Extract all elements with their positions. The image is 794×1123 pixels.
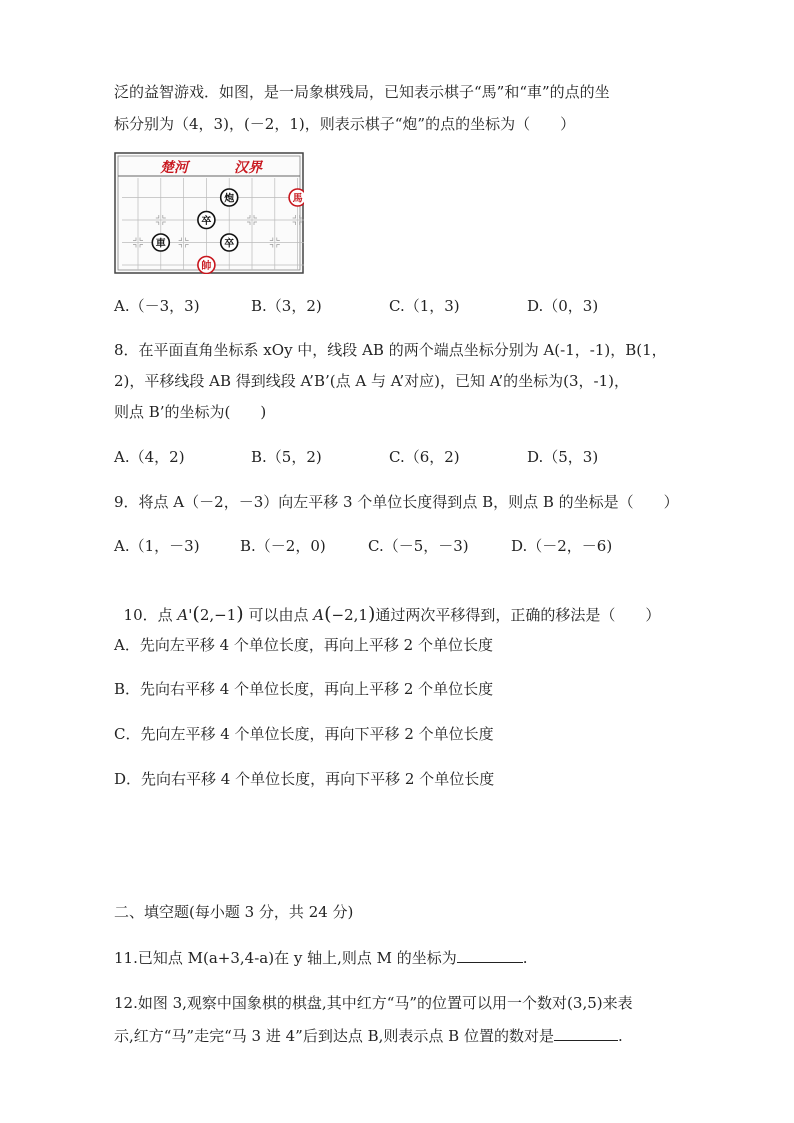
piece-label: 炮 xyxy=(224,193,235,205)
banner-right: 汉界 xyxy=(234,160,262,176)
q12-stem: 示,红方“马”走完“马 3 进 4”后到达点 B,则表示点 B 位置的数对是 xyxy=(114,1027,554,1045)
q10-prefix: 10．点 xyxy=(123,606,173,624)
piece-label: 卒 xyxy=(224,238,235,250)
q8-option-d[interactable]: D.（5，3) xyxy=(527,448,599,466)
q8-option-a[interactable]: A.（4，2) xyxy=(114,448,185,466)
q10-point2: A(−2,1) xyxy=(313,603,376,625)
q7-option-a[interactable]: A.（－3，3) xyxy=(114,297,200,315)
q7-text-line2: 标分别为（4，3)，(－2，1)，则表示棋子“炮”的点的坐标为（ ） xyxy=(114,115,576,133)
q10-point1-name: A' xyxy=(177,606,193,624)
q7-option-b[interactable]: B.（3，2) xyxy=(251,297,322,315)
q7-text-line1: 泛的益智游戏．如图，是一局象棋残局，已知表示棋子“馬”和“車”的点的坐 xyxy=(114,83,610,101)
banner-left: 楚河 xyxy=(160,160,188,176)
chess-piece xyxy=(289,189,304,206)
q12-text-line2 xyxy=(114,1026,623,1046)
chess-piece xyxy=(221,189,238,206)
piece-label: 帥 xyxy=(201,261,212,272)
q10-point1: A'(2,−1) xyxy=(177,603,244,625)
q10-point2-coords: −2,1 xyxy=(331,606,368,624)
q9-text: 9．将点 A（－2，－3）向左平移 3 个单位长度得到点 B，则点 B 的坐标是（ ） xyxy=(114,493,679,511)
q10-point2-name: A xyxy=(313,606,325,624)
q12-text-line1: 12.如图 3,观察中国象棋的棋盘,其中红方“马”的位置可以用一个数对(3,5)来表 xyxy=(114,994,633,1012)
q9-option-d[interactable]: D.（－2，－6) xyxy=(511,537,613,555)
chess-piece xyxy=(198,212,215,229)
xiangqi-board xyxy=(114,152,304,274)
q10-option-a[interactable]: A．先向左平移 4 个单位长度，再向上平移 2 个单位长度 xyxy=(114,636,493,654)
q8-option-b[interactable]: B.（5，2) xyxy=(251,448,322,466)
chess-piece xyxy=(221,234,238,251)
q7-option-d[interactable]: D.（0，3) xyxy=(527,297,599,315)
q11-text xyxy=(114,948,528,968)
q10-text xyxy=(114,584,660,625)
q12-answer-blank[interactable] xyxy=(554,1026,618,1041)
q10-option-d[interactable]: D．先向右平移 4 个单位长度，再向下平移 2 个单位长度 xyxy=(114,770,495,788)
piece-label: 卒 xyxy=(201,216,212,227)
q9-option-c[interactable]: C.（－5，－3) xyxy=(368,537,469,555)
q10-suffix: 通过两次平移得到，正确的移法是（ ） xyxy=(375,606,661,624)
q10-option-c[interactable]: C．先向左平移 4 个单位长度，再向下平移 2 个单位长度 xyxy=(114,725,494,743)
piece-label: 車 xyxy=(155,238,166,250)
q8-text-line2: 2)，平移线段 AB 得到线段 A’B’(点 A 与 A’对应)，已知 A’的坐标为(3，-1)， xyxy=(114,372,630,390)
q10-point1-coords: 2,−1 xyxy=(199,606,237,624)
xiangqi-board-figure xyxy=(114,152,304,274)
section-heading: 二、填空题(每小题 3 分，共 24 分) xyxy=(114,903,354,921)
q7-option-c[interactable]: C.（1，3) xyxy=(389,297,460,315)
q11-answer-blank[interactable] xyxy=(457,948,523,963)
chess-piece xyxy=(198,257,215,274)
q11-stem: 11.已知点 M(a+3,4-a)在 y 轴上,则点 M 的坐标为 xyxy=(114,949,457,967)
q10-option-b[interactable]: B．先向右平移 4 个单位长度，再向上平移 2 个单位长度 xyxy=(114,680,494,698)
q8-option-c[interactable]: C.（6，2) xyxy=(389,448,460,466)
q12-end: . xyxy=(617,1027,623,1045)
piece-label: 馬 xyxy=(292,193,303,205)
chess-piece xyxy=(152,234,169,251)
q8-text-line3: 则点 B’的坐标为( ) xyxy=(114,403,267,421)
q10-middle: 可以由点 xyxy=(248,606,309,624)
q8-text-line1: 8．在平面直角坐标系 xOy 中，线段 AB 的两个端点坐标分别为 A(-1，-1)，B(1， xyxy=(114,341,667,359)
q9-option-a[interactable]: A.（1，－3) xyxy=(114,537,200,555)
q9-option-b[interactable]: B.（－2，0) xyxy=(240,537,326,555)
q11-end: . xyxy=(522,949,528,967)
